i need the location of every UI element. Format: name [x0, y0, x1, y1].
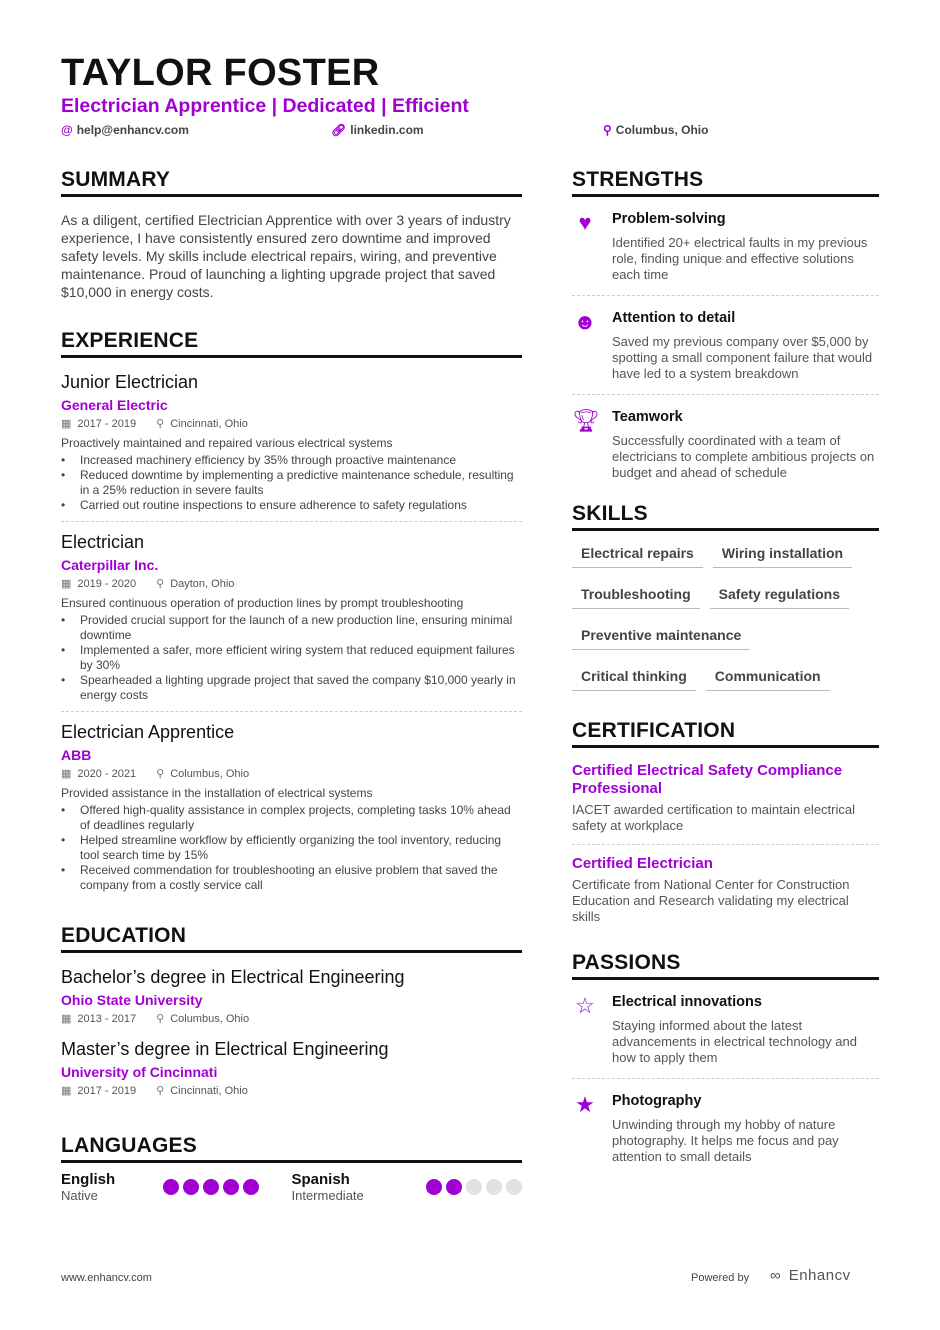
job-title: Junior Electrician — [61, 372, 199, 392]
language-level: Intermediate — [291, 1188, 364, 1203]
head-icon: ☻ — [573, 309, 597, 334]
skill-tag: Critical thinking — [572, 664, 696, 691]
company-name: Caterpillar Inc. — [61, 557, 159, 573]
job-title: Electrician Apprentice — [61, 722, 235, 742]
summary-section — [61, 168, 522, 301]
job-title: Electrician — [61, 532, 145, 552]
footer-brand: Enhancv — [788, 1267, 851, 1284]
passions-description: Staying informed about the latest advancements in electrical technology and how to apply them — [612, 1018, 857, 1065]
job-bullet: • Spearheaded a lighting upgrade project that saved the company $10,000 yearly in energy costs — [61, 673, 522, 703]
job-bullet: • Offered high-quality assistance in complex projects, completing tasks 10% ahead of deadlines regularly — [61, 803, 522, 833]
skill-tag: Troubleshooting — [572, 582, 700, 609]
calendar-icon: ▦ — [61, 1085, 72, 1097]
calendar-icon: ▦ — [61, 418, 72, 430]
skill-tag: Electrical repairs — [572, 541, 703, 568]
company-name: ABB — [61, 747, 92, 763]
experience-section — [61, 329, 522, 911]
section-heading: EDUCATION — [61, 924, 522, 953]
edu-location: Cincinnati, Ohio — [170, 1085, 248, 1097]
passions-title: Electrical innovations — [612, 994, 762, 1010]
job-location: Cincinnati, Ohio — [170, 418, 248, 430]
enhancv-logo[interactable] — [770, 1267, 851, 1284]
summary-text: As a diligent, certified Electrician Apprentice with over 3 years of industry experience, I have consistently ensured zero downtime and improved safety levels. My skills include electrical repairs, wiring, and preventive maintenance. Proud of launching a lighting upgrade project that saved $10,000 in energy costs. — [61, 212, 511, 300]
passions-item — [572, 1087, 879, 1177]
job-bullet: • Reduced downtime by implementing a predictive maintenance schedule, resulting in a 25% reduction in severe faults — [61, 468, 522, 498]
language-name: English — [61, 1171, 116, 1188]
job-bullet: • Received commendation for troubleshooting an elusive problem that saved the company from a costly service call — [61, 863, 522, 893]
job-dates: 2017 - 2019 — [77, 418, 137, 430]
education-entry — [61, 967, 522, 1025]
proficiency-dot — [223, 1179, 239, 1195]
job-bullet: • Carried out routine inspections to ensure adherence to safety regulations — [61, 498, 522, 513]
candidate-title: Electrician Apprentice | Dedicated | Efficient — [61, 95, 469, 117]
passions-description: Unwinding through my hobby of nature photography. It helps me focus and pay attention to small details — [612, 1117, 839, 1164]
skills-section — [572, 502, 879, 705]
heart-icon: ♥ — [578, 210, 592, 235]
location-pin-icon: ⚲ — [156, 578, 165, 590]
proficiency-dots — [426, 1179, 522, 1203]
job-dates: 2020 - 2021 — [77, 768, 137, 780]
strengths-description: Successfully coordinated with a team of electricians to complete ambitious projects on budget and ahead of schedule — [612, 433, 875, 480]
footer-site[interactable]: www.enhancv.com — [61, 1272, 152, 1284]
job-description: Ensured continuous operation of production lines by prompt troubleshooting — [61, 596, 464, 610]
location-contact — [603, 123, 708, 137]
degree: Bachelor’s degree in Electrical Engineering — [61, 967, 405, 987]
strengths-section — [572, 168, 879, 501]
skill-tag: Wiring installation — [713, 541, 852, 568]
section-heading: EXPERIENCE — [61, 329, 522, 358]
strengths-item — [572, 403, 879, 493]
proficiency-dot — [163, 1179, 179, 1195]
job-entry — [61, 372, 522, 522]
certification-name: Certified Electrical Safety Compliance Professional — [572, 762, 843, 797]
location-pin-icon: ⚲ — [156, 418, 165, 430]
education-entry — [61, 1039, 522, 1097]
job-location: Columbus, Ohio — [170, 768, 250, 780]
certification-item — [572, 762, 879, 845]
proficiency-dot — [426, 1179, 442, 1195]
passions-title: Photography — [612, 1093, 702, 1109]
section-heading: LANGUAGES — [61, 1134, 522, 1163]
passions-item — [572, 988, 879, 1079]
job-location: Dayton, Ohio — [170, 578, 235, 590]
skill-tag: Communication — [706, 664, 830, 691]
enhancv-logo-icon: ∞ — [770, 1267, 781, 1284]
proficiency-dot — [446, 1179, 462, 1195]
school: University of Cincinnati — [61, 1064, 218, 1080]
trophy-icon: 🏆︎ — [572, 408, 600, 433]
strengths-description: Saved my previous company over $5,000 by spotting a small component failure that would have led to a system breakdown — [612, 334, 873, 381]
passions-section — [572, 951, 879, 1185]
location-pin-icon: ⚲ — [156, 1085, 165, 1097]
certification-name: Certified Electrician — [572, 855, 713, 872]
calendar-icon: ▦ — [61, 578, 72, 590]
strengths-title: Problem-solving — [612, 211, 726, 227]
job-bullet: • Implemented a safer, more efficient wiring system that reduced equipment failures by 30% — [61, 643, 522, 673]
strengths-title: Teamwork — [612, 409, 683, 425]
location-pin-icon: ⚲ — [156, 768, 165, 780]
proficiency-dot — [203, 1179, 219, 1195]
certification-description: Certificate from National Center for Construction Education and Research validating my electrical skills — [572, 877, 850, 924]
proficiency-dots — [163, 1179, 259, 1203]
language-entry — [292, 1171, 523, 1203]
education-section — [61, 924, 522, 1111]
job-entry — [61, 722, 522, 901]
section-heading: PASSIONS — [572, 951, 879, 980]
at-icon: @ — [61, 123, 73, 137]
section-heading: SUMMARY — [61, 168, 522, 197]
certification-description: IACET awarded certification to maintain electrical safety at workplace — [572, 802, 855, 833]
degree: Master’s degree in Electrical Engineering — [61, 1039, 389, 1059]
star-outline-icon: ☆ — [575, 993, 595, 1018]
proficiency-dot — [243, 1179, 259, 1195]
footer-powered: Powered by — [691, 1272, 750, 1284]
job-bullet: • Helped streamline workflow by efficiently organizing the tool inventory, reducing tool search time by 15% — [61, 833, 522, 863]
link-contact[interactable] — [331, 123, 424, 137]
link-text: linkedin.com — [350, 123, 424, 137]
language-name: Spanish — [291, 1171, 350, 1188]
email-contact[interactable] — [61, 123, 189, 137]
strengths-description: Identified 20+ electrical faults in my previous role, finding unique and effective solutions each time — [612, 235, 868, 282]
job-description: Provided assistance in the installation of electrical systems — [61, 786, 373, 800]
proficiency-dot — [486, 1179, 502, 1195]
section-heading: CERTIFICATION — [572, 719, 879, 748]
link-icon: 🔗︎ — [331, 123, 347, 137]
strengths-item — [572, 205, 879, 296]
proficiency-dot — [506, 1179, 522, 1195]
candidate-name: TAYLOR FOSTER — [61, 52, 380, 94]
location-pin-icon: ⚲ — [603, 123, 612, 137]
school: Ohio State University — [61, 992, 203, 1008]
calendar-icon: ▦ — [61, 1013, 72, 1025]
job-bullet: • Provided crucial support for the launch of a new production line, ensuring minimal downtime — [61, 613, 522, 643]
certification-section — [572, 719, 879, 945]
section-heading: SKILLS — [572, 502, 879, 531]
section-heading: STRENGTHS — [572, 168, 879, 197]
languages-section — [61, 1134, 522, 1203]
job-dates: 2019 - 2020 — [77, 578, 137, 590]
edu-dates: 2013 - 2017 — [77, 1013, 137, 1025]
location-pin-icon: ⚲ — [156, 1013, 165, 1025]
star-icon: ★ — [575, 1092, 595, 1117]
language-level: Native — [61, 1188, 98, 1203]
job-entry — [61, 532, 522, 712]
email-text: help@enhancv.com — [76, 123, 189, 137]
skill-tag: Preventive maintenance — [572, 623, 750, 650]
strengths-title: Attention to detail — [612, 310, 736, 326]
skill-tag: Safety regulations — [710, 582, 849, 609]
certification-item — [572, 855, 879, 935]
company-name: General Electric — [61, 397, 168, 413]
job-bullet: • Increased machinery efficiency by 35% through proactive maintenance — [61, 453, 522, 468]
edu-location: Columbus, Ohio — [170, 1013, 250, 1025]
edu-dates: 2017 - 2019 — [77, 1085, 137, 1097]
language-entry — [61, 1171, 292, 1203]
job-description: Proactively maintained and repaired various electrical systems — [61, 436, 393, 450]
proficiency-dot — [183, 1179, 199, 1195]
proficiency-dot — [466, 1179, 482, 1195]
calendar-icon: ▦ — [61, 768, 72, 780]
strengths-item — [572, 304, 879, 395]
location-text: Columbus, Ohio — [615, 123, 709, 137]
